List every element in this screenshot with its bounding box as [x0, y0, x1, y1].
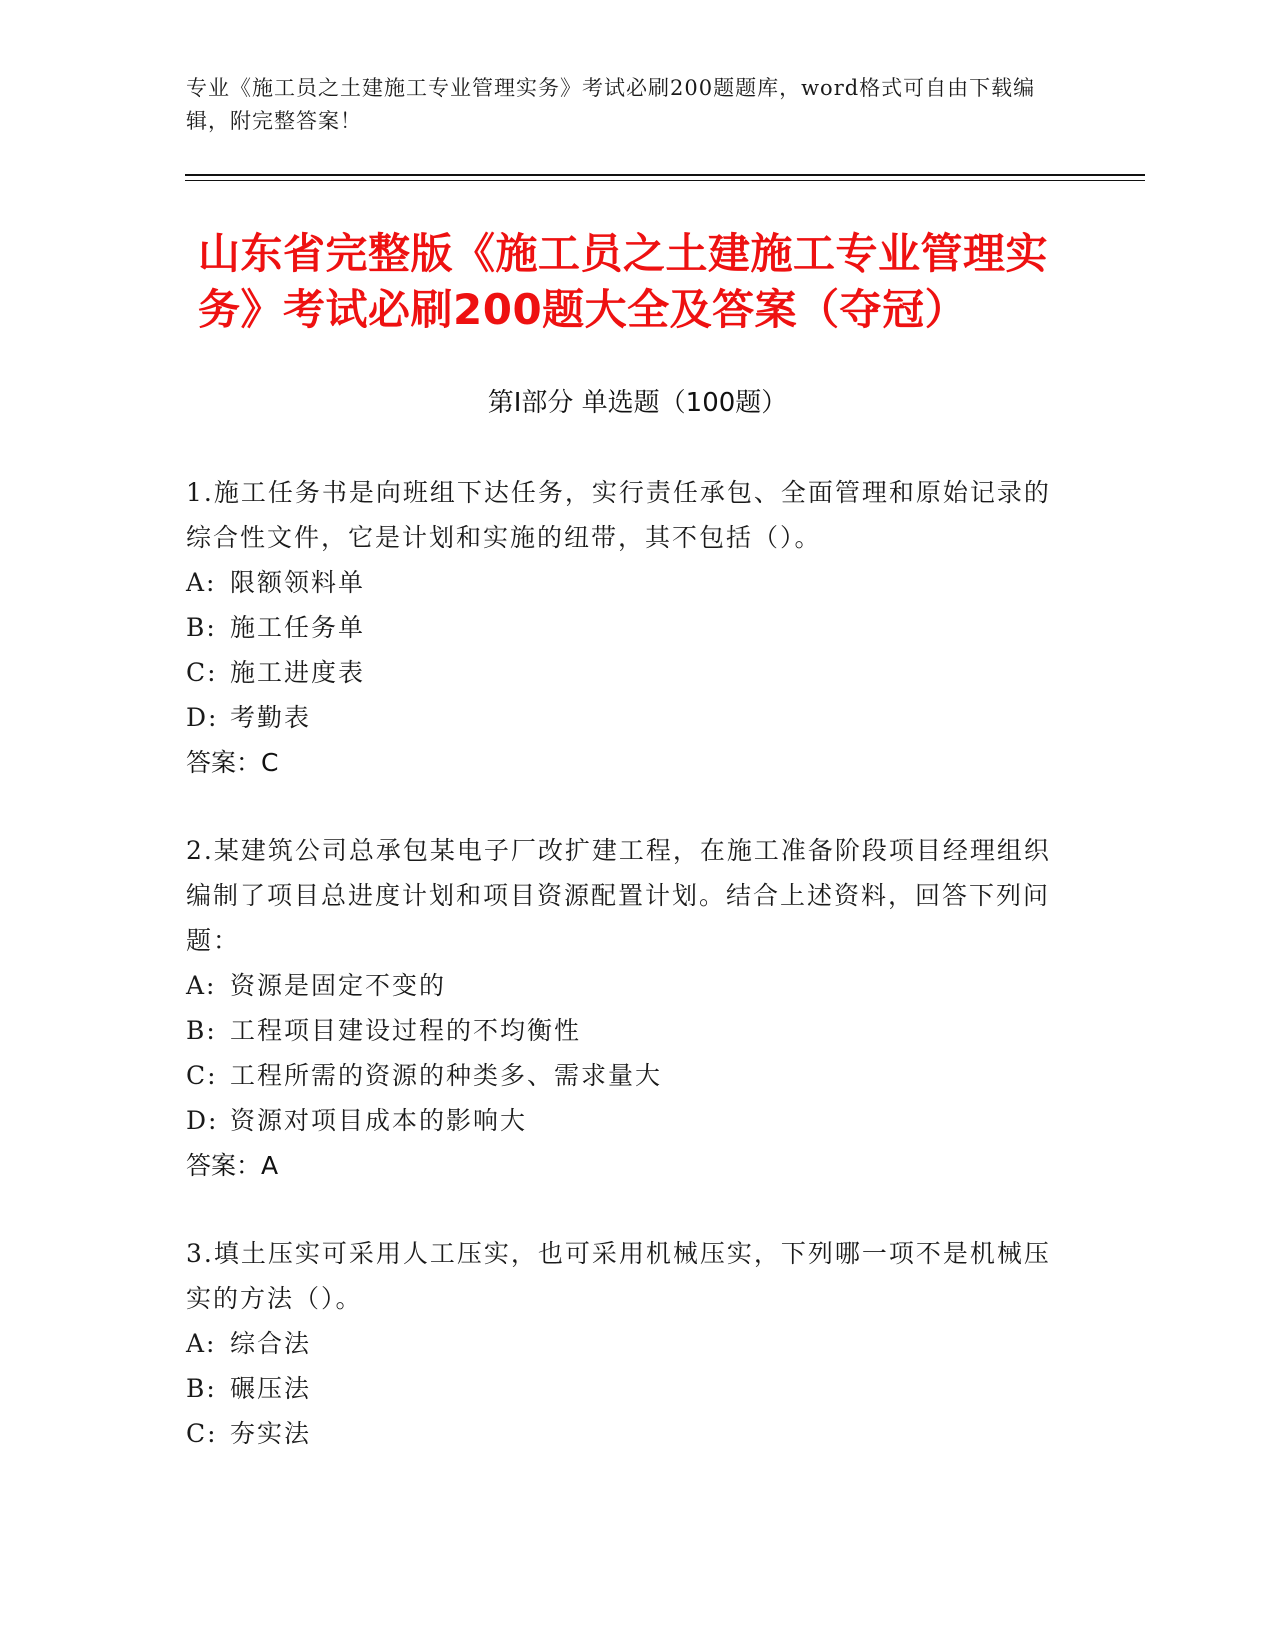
option-b — [186, 1008, 1056, 1053]
option-text: 施工进度表 — [230, 658, 366, 687]
option-b — [186, 1366, 1056, 1411]
header-rule-thin — [185, 180, 1145, 181]
option-text: 施工任务单 — [230, 613, 366, 642]
option-letter: C: — [186, 1419, 218, 1448]
option-text: 夯实法 — [230, 1419, 312, 1448]
option-text: 限额领料单 — [230, 568, 366, 597]
option-a — [186, 963, 1056, 1008]
option-letter: A: — [186, 971, 217, 1000]
option-letter: A: — [186, 1329, 217, 1358]
option-text: 碾压法 — [230, 1374, 312, 1403]
option-d — [186, 1098, 1056, 1143]
answer-line: 答案：A — [186, 1151, 279, 1180]
option-letter: D: — [186, 1106, 219, 1135]
section-heading: 第Ⅰ部分 单选题（100题） — [487, 388, 788, 418]
option-b — [186, 605, 1056, 650]
answer-line: 答案：C — [186, 748, 279, 777]
option-text: 资源是固定不变的 — [230, 971, 447, 1000]
option-text: 工程项目建设过程的不均衡性 — [230, 1016, 582, 1045]
option-d — [186, 695, 1056, 740]
option-text: 工程所需的资源的种类多、需求量大 — [230, 1061, 663, 1090]
option-letter: D: — [186, 703, 219, 732]
question-stem: 1.施工任务书是向班组下达任务，实行责任承包、全面管理和原始记录的综合性文件，它是计划和实施的纽带，其不包括（）。 — [186, 478, 1051, 552]
document-title: 山东省完整版《施工员之土建施工专业管理实务》考试必刷200题大全及答案（夺冠） — [198, 229, 1049, 334]
option-text: 综合法 — [230, 1329, 312, 1358]
option-text: 资源对项目成本的影响大 — [230, 1106, 528, 1135]
option-a — [186, 560, 1056, 605]
option-letter: B: — [186, 1016, 217, 1045]
question-stem: 3.填土压实可采用人工压实，也可采用机械压实，下列哪一项不是机械压实的方法（）。 — [186, 1239, 1051, 1313]
header-note: 专业《施工员之土建施工专业管理实务》考试必刷200题题库，word格式可自由下载编辑，附完整答案！ — [186, 76, 1036, 133]
question-3 — [186, 1231, 1056, 1456]
option-c — [186, 650, 1056, 695]
option-letter: B: — [186, 1374, 217, 1403]
option-c — [186, 1411, 1056, 1456]
option-c — [186, 1053, 1056, 1098]
option-letter: C: — [186, 1061, 218, 1090]
header-rule-thick — [185, 174, 1145, 176]
question-2 — [186, 828, 1056, 1188]
question-stem: 2.某建筑公司总承包某电子厂改扩建工程，在施工准备阶段项目经理组织编制了项目总进度计划和项目资源配置计划。结合上述资料，回答下列问题： — [186, 836, 1051, 955]
question-list — [186, 470, 1056, 1499]
option-text: 考勤表 — [230, 703, 312, 732]
option-letter: A: — [186, 568, 217, 597]
question-1 — [186, 470, 1056, 785]
option-letter: B: — [186, 613, 217, 642]
option-letter: C: — [186, 658, 218, 687]
option-a — [186, 1321, 1056, 1366]
